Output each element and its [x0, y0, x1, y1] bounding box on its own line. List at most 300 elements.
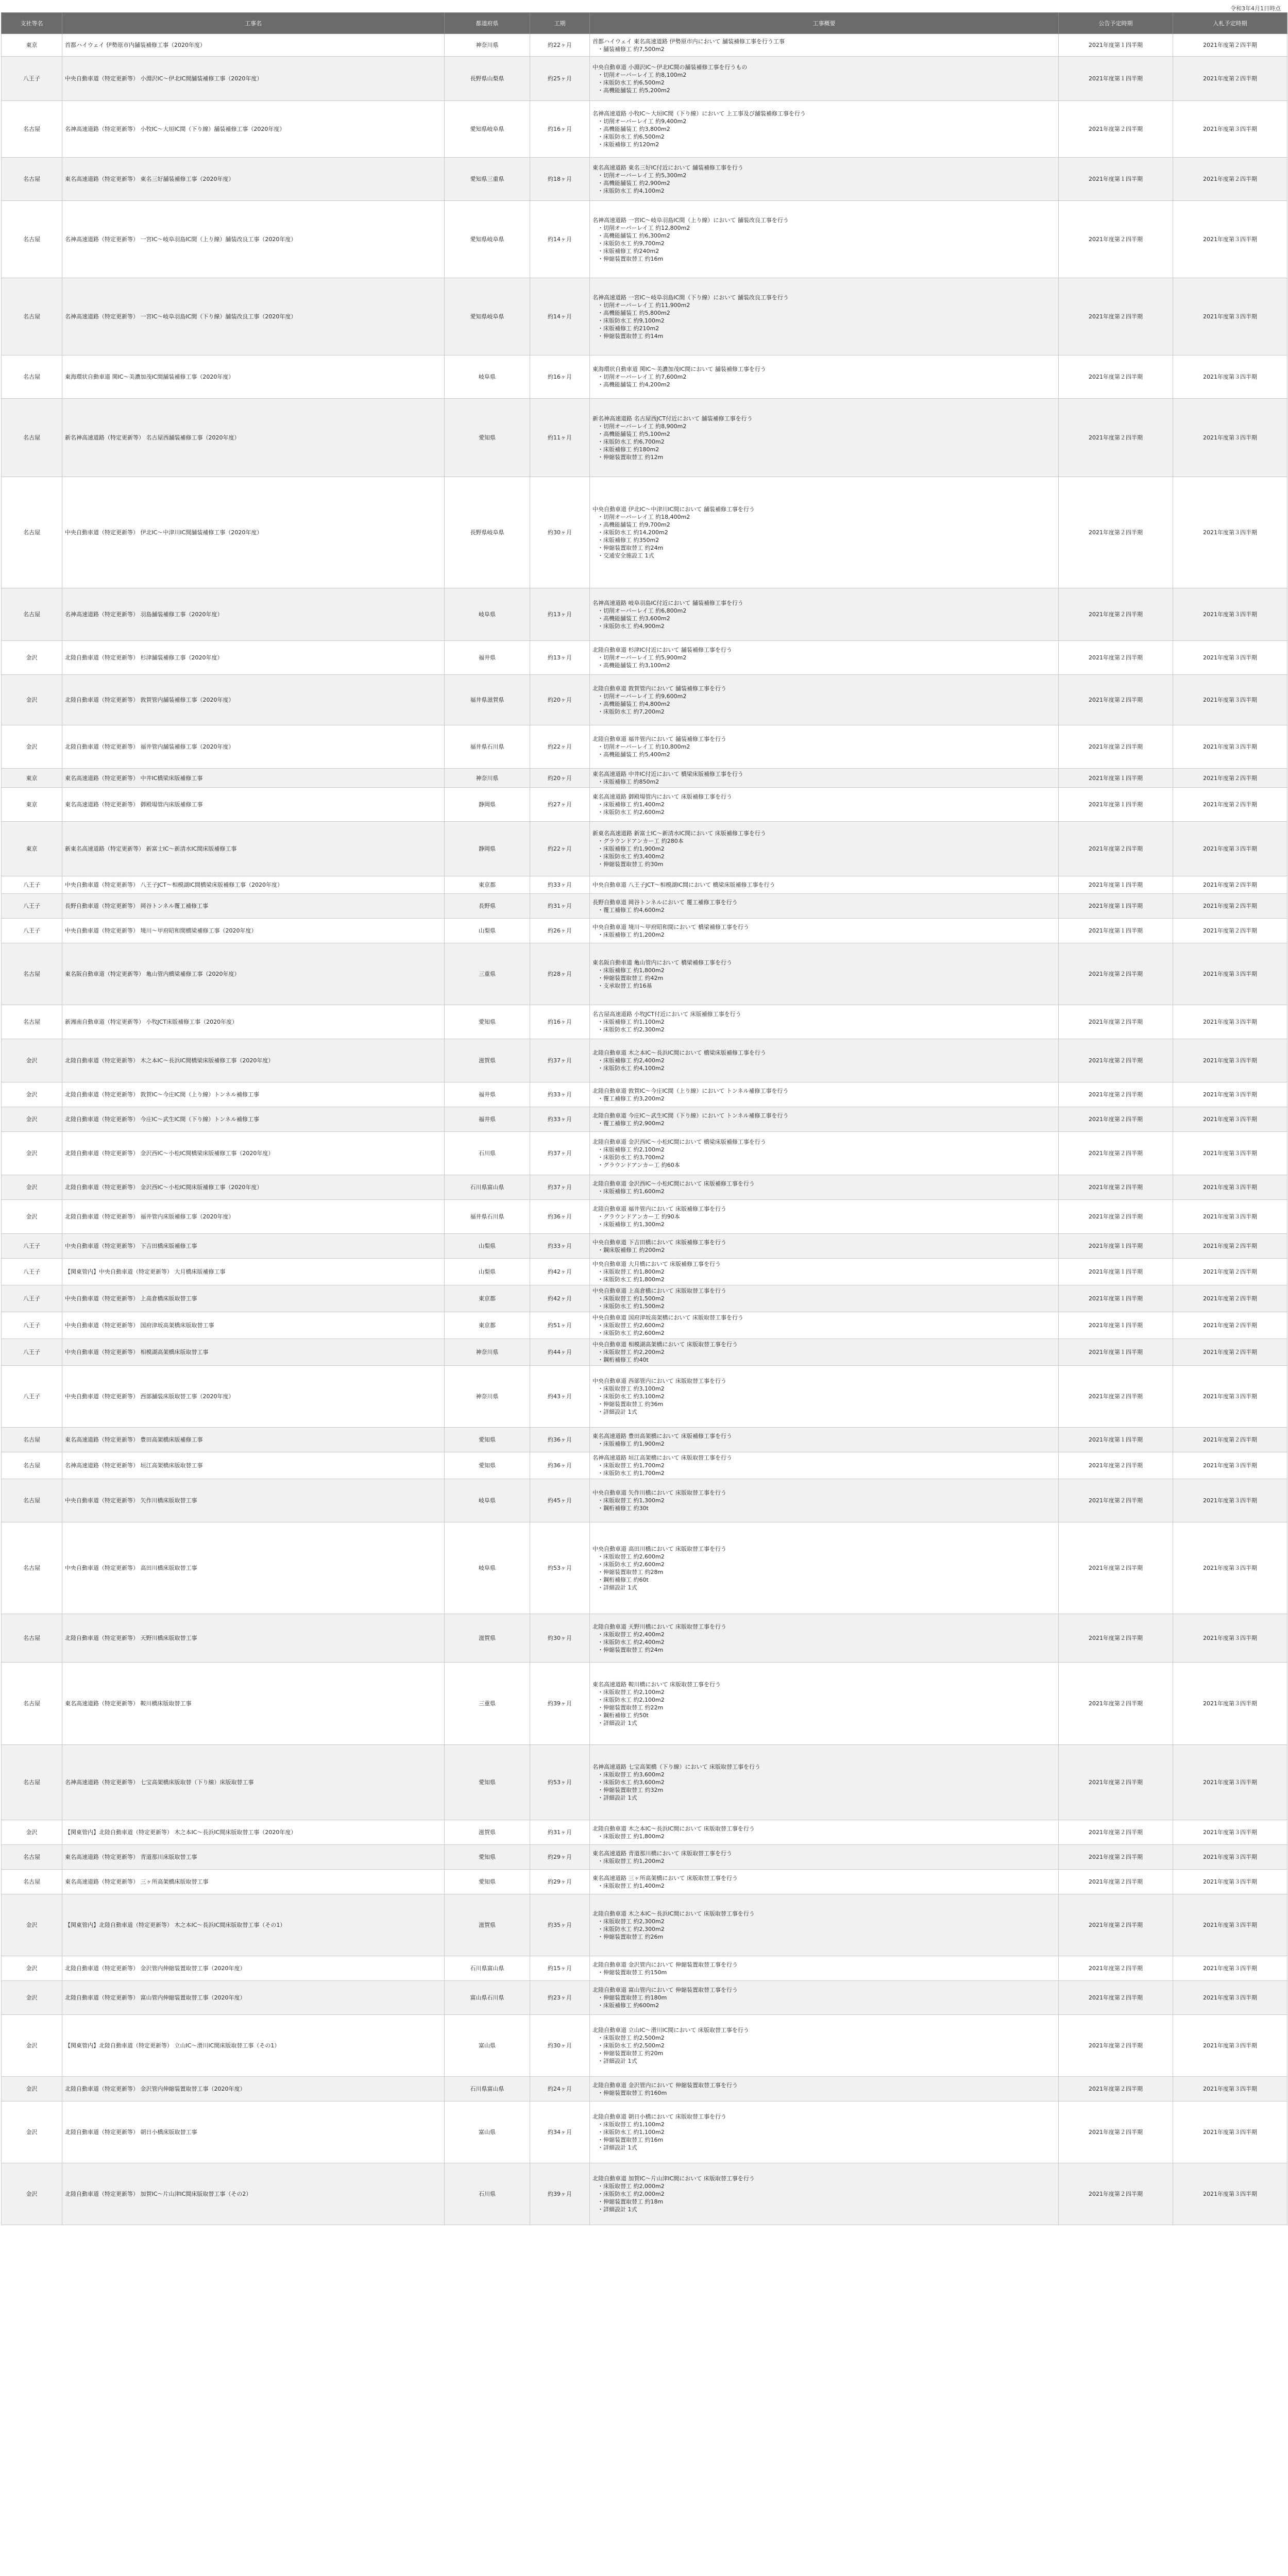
cell-summary [590, 1366, 1059, 1428]
cell-bid: 2021年度第２四半期 [1173, 1285, 1287, 1312]
cell-pref: 石川県富山県 [445, 1956, 530, 1981]
cell-summary [590, 1234, 1059, 1259]
cell-branch: 名古屋 [2, 355, 62, 399]
cell-summary [590, 101, 1059, 158]
cell-pref: 滋賀県 [445, 1894, 530, 1956]
cell-branch: 八王子 [2, 1234, 62, 1259]
summary-line: ・床版補修工 約180m2 [598, 446, 659, 453]
summary-line: ・覆工補修工 約3,200m2 [598, 1095, 665, 1102]
summary-line: ・床版補修工 約1,200m2 [598, 931, 665, 938]
summary-line: ・床版防水工 約2,300m2 [598, 1925, 665, 1933]
cell-branch: 名古屋 [2, 1428, 62, 1452]
cell-bid: 2021年度第３四半期 [1173, 588, 1287, 641]
cell-announce: 2021年度第１四半期 [1059, 876, 1173, 894]
cell-duration: 約13ヶ月 [530, 588, 590, 641]
cell-announce: 2021年度第２四半期 [1059, 1200, 1173, 1234]
cell-summary [590, 1259, 1059, 1285]
cell-bid: 2021年度第３四半期 [1173, 355, 1287, 399]
cell-summary [590, 1175, 1059, 1200]
summary-line: ・グラウンドアンカー工 約280本 [598, 838, 684, 844]
summary-line: ・鋼桁補修工 約30t [598, 1505, 649, 1512]
summary-line: ・床版取替工 約2,300m2 [598, 1918, 665, 1925]
summary-line: ・床版防水工 約6,700m2 [598, 438, 665, 445]
cell-summary [590, 876, 1059, 894]
cell-announce: 2021年度第２四半期 [1059, 477, 1173, 588]
cell-bid: 2021年度第２四半期 [1173, 158, 1287, 201]
cell-branch: 東京 [2, 769, 62, 788]
summary-line: 北陸自動車道 敦賀管内において 舗装補修工事を行う [592, 685, 726, 692]
cell-announce: 2021年度第２四半期 [1059, 355, 1173, 399]
table-row [2, 57, 1287, 101]
cell-branch: 名古屋 [2, 201, 62, 278]
summary-line: 首都ハイウェイ 東名高速道路 伊勢原市内において 舗装補修工事を行う工事 [592, 38, 785, 45]
cell-summary [590, 788, 1059, 822]
cell-announce: 2021年度第２四半期 [1059, 1870, 1173, 1894]
summary-line: ・伸縮装置取替工 約180m [598, 1994, 667, 2001]
cell-branch: 金沢 [2, 2077, 62, 2102]
table-row [2, 2102, 1287, 2163]
summary-line: 北陸自動車道 天野川橋において 床版取替工事を行う [592, 1623, 726, 1630]
cell-pref: 滋賀県 [445, 1039, 530, 1082]
cell-pref: 愛知県 [445, 1428, 530, 1452]
cell-announce: 2021年度第２四半期 [1059, 1981, 1173, 2015]
cell-branch: 名古屋 [2, 1614, 62, 1663]
summary-line: ・床版補修工 約240m2 [598, 247, 659, 255]
cell-name: 北陸自動車道（特定更新等） 福井管内舗装補修工事（2020年度） [62, 725, 445, 769]
cell-duration: 約18ヶ月 [530, 158, 590, 201]
cell-pref: 山梨県 [445, 1234, 530, 1259]
table-row [2, 1039, 1287, 1082]
cell-bid: 2021年度第２四半期 [1173, 1259, 1287, 1285]
cell-name: 北陸自動車道（特定更新等） 金沢管内伸縮装置取替工事（2020年度） [62, 2077, 445, 2102]
header-announce: 公告予定時期 [1059, 13, 1173, 34]
summary-line: 北陸自動車道 金沢管内において 伸縮装置取替工事を行う [592, 1961, 738, 1968]
summary-line: 北陸自動車道 金沢西IC～小松IC間において 床版補修工事を行う [592, 1180, 755, 1187]
cell-bid: 2021年度第３四半期 [1173, 1981, 1287, 2015]
cell-summary [590, 355, 1059, 399]
cell-bid: 2021年度第３四半期 [1173, 1082, 1287, 1107]
summary-line: ・切削オーバーレイ工 約11,900m2 [598, 301, 690, 309]
summary-line: ・床版防水工 約14,200m2 [598, 529, 668, 536]
cell-announce: 2021年度第２四半期 [1059, 1522, 1173, 1614]
table-row [2, 822, 1287, 876]
cell-name: 中央自動車道（特定更新等） 八王子JCT～相模湖IC間橋梁床版補修工事（2020年度） [62, 876, 445, 894]
cell-summary [590, 822, 1059, 876]
summary-line: ・床版補修工 約1,300m2 [598, 1221, 665, 1228]
cell-announce: 2021年度第１四半期 [1059, 1234, 1173, 1259]
cell-name: 北陸自動車道（特定更新等） 加賀IC～片山津IC間床版取替工事（その2） [62, 2163, 445, 2225]
table-row [2, 34, 1287, 57]
cell-announce: 2021年度第１四半期 [1059, 158, 1173, 201]
summary-line: ・床版補修工 約850m2 [598, 778, 659, 785]
cell-name: 東名高速道路（特定更新等） 三ヶ所高架橋床版取替工事 [62, 1870, 445, 1894]
summary-line: ・伸縮装置取替工 約16m [598, 255, 664, 262]
cell-duration: 約31ヶ月 [530, 894, 590, 919]
summary-line: ・伸縮装置取替工 約20m [598, 2050, 664, 2057]
cell-name: 【関東管内】北陸自動車道（特定更新等） 立山IC～滑川IC間床版取替工事（その1） [62, 2015, 445, 2077]
cell-duration: 約34ヶ月 [530, 2102, 590, 2163]
summary-line: ・床版取替工 約1,500m2 [598, 1295, 665, 1302]
table-row [2, 201, 1287, 278]
cell-pref: 神奈川県 [445, 34, 530, 57]
cell-name: 名神高速道路（特定更新等） 羽島舗装補修工事（2020年度） [62, 588, 445, 641]
summary-line: ・床版取替工 約3,600m2 [598, 1771, 665, 1778]
cell-pref: 神奈川県 [445, 769, 530, 788]
summary-line: ・床版防水工 約6,500m2 [598, 133, 665, 140]
summary-line: ・床版取替工 約2,400m2 [598, 1631, 665, 1638]
cell-announce: 2021年度第１四半期 [1059, 34, 1173, 57]
summary-line: 北陸自動車道 木之本IC～長浜IC間において 床版取替工事を行う [592, 1910, 755, 1917]
summary-line: ・切削オーバーレイ工 約8,100m2 [598, 71, 687, 78]
cell-announce: 2021年度第２四半期 [1059, 1663, 1173, 1745]
cell-summary [590, 1428, 1059, 1452]
cell-duration: 約13ヶ月 [530, 641, 590, 675]
summary-line: ・床版取替工 約1,700m2 [598, 1462, 665, 1469]
cell-pref: 石川県富山県 [445, 2077, 530, 2102]
cell-summary [590, 2102, 1059, 2163]
table-row [2, 641, 1287, 675]
header-bid: 入札予定時期 [1173, 13, 1287, 34]
summary-line: ・床版補修工 約1,900m2 [598, 845, 665, 852]
cell-summary [590, 1745, 1059, 1820]
cell-duration: 約30ヶ月 [530, 2015, 590, 2077]
summary-line: ・床版防水工 約1,100m2 [598, 2129, 665, 2136]
cell-duration: 約27ヶ月 [530, 788, 590, 822]
cell-name: 新名神高速道路（特定更新等） 名古屋西舗装補修工事（2020年度） [62, 399, 445, 477]
summary-line: 中央自動車道 高田川橋において 床版取替工事を行う [592, 1545, 726, 1552]
table-row [2, 894, 1287, 919]
summary-line: ・切削オーバーレイ工 約5,300m2 [598, 172, 687, 179]
cell-pref: 福井県 [445, 1082, 530, 1107]
cell-pref: 福井県石川県 [445, 1200, 530, 1234]
cell-bid: 2021年度第３四半期 [1173, 1479, 1287, 1522]
summary-line: ・床版取替工 約1,800m2 [598, 1268, 665, 1275]
cell-announce: 2021年度第１四半期 [1059, 769, 1173, 788]
cell-pref: 富山県 [445, 2015, 530, 2077]
table-row [2, 1132, 1287, 1175]
cell-announce: 2021年度第１四半期 [1059, 1428, 1173, 1452]
summary-line: ・舗装補修工 約7,500m2 [598, 45, 665, 53]
cell-duration: 約14ヶ月 [530, 201, 590, 278]
summary-line: ・伸縮装置取替工 約36m [598, 1401, 664, 1408]
summary-line: ・床版取替工 約1,100m2 [598, 2121, 665, 2128]
cell-announce: 2021年度第２四半期 [1059, 1745, 1173, 1820]
summary-line: ・伸縮装置取替工 約28m [598, 1568, 664, 1575]
summary-line: ・床版防水工 約1,700m2 [598, 1470, 665, 1477]
cell-branch: 金沢 [2, 1039, 62, 1082]
summary-line: ・床版防水工 約1,800m2 [598, 1276, 665, 1283]
cell-duration: 約28ヶ月 [530, 943, 590, 1005]
summary-line: 北陸自動車道 立山IC～滑川IC間において 床版取替工事を行う [592, 2027, 749, 2033]
summary-line: 名神高速道路 小牧IC～大垣IC間（下り線）において 上工事及び舗装補修工事を行う [592, 110, 806, 117]
summary-line: ・詳細設計 1式 [598, 1794, 637, 1801]
table-row [2, 1259, 1287, 1285]
summary-line: ・伸縮装置取替工 約12m [598, 453, 664, 461]
summary-line: 北陸自動車道 金沢管内において 伸縮装置取替工事を行う [592, 2081, 738, 2089]
summary-line: ・床版補修工 約2,400m2 [598, 1057, 665, 1064]
cell-summary [590, 1285, 1059, 1312]
summary-line: ・覆工補修工 約4,600m2 [598, 906, 665, 913]
cell-announce: 2021年度第２四半期 [1059, 588, 1173, 641]
cell-branch: 金沢 [2, 1175, 62, 1200]
cell-duration: 約42ヶ月 [530, 1259, 590, 1285]
cell-duration: 約16ヶ月 [530, 355, 590, 399]
cell-summary [590, 894, 1059, 919]
summary-line: ・床版補修工 約600m2 [598, 2002, 659, 2009]
summary-line: ・高機能舗装工 約9,700m2 [598, 521, 670, 528]
cell-summary [590, 1894, 1059, 1956]
cell-pref: 三重県 [445, 1663, 530, 1745]
cell-pref: 福井県 [445, 1107, 530, 1132]
summary-line: ・床版防水工 約3,100m2 [598, 1393, 665, 1400]
cell-branch: 名古屋 [2, 477, 62, 588]
cell-name: 中央自動車道（特定更新等） 伊北IC～中津川IC間舗装補修工事（2020年度） [62, 477, 445, 588]
cell-summary [590, 1956, 1059, 1981]
cell-bid: 2021年度第３四半期 [1173, 1745, 1287, 1820]
cell-branch: 八王子 [2, 894, 62, 919]
cell-branch: 金沢 [2, 1082, 62, 1107]
summary-line: ・切削オーバーレイ工 約10,800m2 [598, 743, 690, 750]
cell-announce: 2021年度第２四半期 [1059, 1366, 1173, 1428]
summary-line: 中央自動車道 小淵沢IC～伊北IC間の舗装補修工事を行うもの [592, 63, 748, 71]
cell-summary [590, 1312, 1059, 1339]
cell-name: 【関東管内】北陸自動車道（特定更新等） 木之本IC～長浜IC間床版取替工事（2020年度） [62, 1820, 445, 1845]
summary-line: ・伸縮装置取替工 約32m [598, 1787, 664, 1793]
summary-line: ・鋼桁補修工 約50t [598, 1711, 649, 1719]
summary-line: ・床版補修工 約350m2 [598, 537, 659, 544]
cell-summary [590, 919, 1059, 943]
summary-line: 中央自動車道 矢作川橋において 床版取替工事を行う [592, 1489, 726, 1496]
summary-line: 中央自動車道 下吉田橋において 床版補修工事を行う [592, 1239, 726, 1246]
summary-line: ・床版取替工 約2,600m2 [598, 1553, 665, 1560]
cell-summary [590, 2077, 1059, 2102]
table-row [2, 1894, 1287, 1956]
cell-branch: 名古屋 [2, 399, 62, 477]
cell-summary [590, 1522, 1059, 1614]
cell-name: 【関東管内】北陸自動車道（特定更新等） 木之本IC～長浜IC間床版取替工事（その1） [62, 1894, 445, 1956]
summary-line: 北陸自動車道 朝日小橋において 床版取替工事を行う [592, 2113, 726, 2120]
header-branch: 支社等名 [2, 13, 62, 34]
table-header-row [2, 13, 1287, 34]
summary-line: ・高機能舗装工 約4,800m2 [598, 700, 670, 707]
cell-name: 新東名高速道路（特定更新等） 新富士IC～新清水IC間床版補修工事 [62, 822, 445, 876]
summary-line: ・高機能舗装工 約2,900m2 [598, 179, 670, 187]
cell-name: 北陸自動車道（特定更新等） 天野川橋床版取替工事 [62, 1614, 445, 1663]
cell-announce: 2021年度第１四半期 [1059, 1285, 1173, 1312]
summary-line: ・交通安全施設工 1式 [598, 552, 654, 559]
cell-bid: 2021年度第３四半期 [1173, 477, 1287, 588]
summary-line: 東名高速道路 鞍川橋において 床版取替工事を行う [592, 1681, 721, 1688]
cell-announce: 2021年度第１四半期 [1059, 894, 1173, 919]
table-row [2, 278, 1287, 355]
header-name: 工事名 [62, 13, 445, 34]
summary-line: 東名高速道路 青道那川橋において 床版取替工事を行う [592, 1850, 732, 1857]
table-row [2, 1339, 1287, 1366]
cell-name: 北陸自動車道（特定更新等） 朝日小橋床版取替工事 [62, 2102, 445, 2163]
cell-summary [590, 1981, 1059, 2015]
cell-duration: 約22ヶ月 [530, 725, 590, 769]
cell-branch: 名古屋 [2, 1479, 62, 1522]
cell-duration: 約37ヶ月 [530, 1039, 590, 1082]
cell-bid: 2021年度第３四半期 [1173, 822, 1287, 876]
cell-name: 中央自動車道（特定更新等） 小淵沢IC～伊北IC間舗装補修工事（2020年度） [62, 57, 445, 101]
cell-name: 東海環状自動車道 関IC～美濃加茂IC間舗装補修工事（2020年度） [62, 355, 445, 399]
cell-duration: 約39ヶ月 [530, 2163, 590, 2225]
cell-duration: 約43ヶ月 [530, 1366, 590, 1428]
summary-line: 北陸自動車道 木之本IC～長浜IC間において 橋梁床版補修工事を行う [592, 1049, 766, 1056]
cell-bid: 2021年度第２四半期 [1173, 1234, 1287, 1259]
summary-line: ・高機能舗装工 約5,200m2 [598, 87, 670, 94]
summary-line: ・床版防水工 約3,700m2 [598, 1154, 665, 1161]
cell-duration: 約35ヶ月 [530, 1894, 590, 1956]
cell-branch: 金沢 [2, 1956, 62, 1981]
cell-bid: 2021年度第３四半期 [1173, 641, 1287, 675]
cell-name: 北陸自動車道（特定更新等） 福井管内床版補修工事（2020年度） [62, 1200, 445, 1234]
summary-line: 名神高速道路 一宮IC～岐阜羽島IC間（上り線）において 舗装改良工事を行う [592, 216, 789, 224]
table-row [2, 1234, 1287, 1259]
cell-branch: 金沢 [2, 1200, 62, 1234]
summary-line: ・床版防水工 約2,600m2 [598, 1561, 665, 1568]
summary-line: ・床版防水工 約6,500m2 [598, 79, 665, 86]
cell-pref: 愛知県 [445, 1005, 530, 1039]
cell-name: 東名高速道路（特定更新等） 中井IC橋梁床版補修工事 [62, 769, 445, 788]
cell-bid: 2021年度第３四半期 [1173, 2077, 1287, 2102]
cell-name: 北陸自動車道（特定更新等） 富山管内伸縮装置取替工事（2020年度） [62, 1981, 445, 2015]
cell-pref: 東京都 [445, 1285, 530, 1312]
cell-branch: 八王子 [2, 876, 62, 894]
cell-branch: 名古屋 [2, 943, 62, 1005]
table-row [2, 919, 1287, 943]
cell-name: 中央自動車道（特定更新等） 境川～甲府昭和間橋梁補修工事（2020年度） [62, 919, 445, 943]
cell-bid: 2021年度第３四半期 [1173, 725, 1287, 769]
cell-announce: 2021年度第２四半期 [1059, 399, 1173, 477]
cell-duration: 約36ヶ月 [530, 1200, 590, 1234]
cell-announce: 2021年度第２四半期 [1059, 943, 1173, 1005]
cell-bid: 2021年度第３四半期 [1173, 1039, 1287, 1082]
cell-branch: 八王子 [2, 919, 62, 943]
summary-line: 中央自動車道 上高倉橋において 床版取替工事を行う [592, 1287, 726, 1294]
cell-duration: 約26ヶ月 [530, 919, 590, 943]
summary-line: ・床版取替工 約2,100m2 [598, 1688, 665, 1696]
cell-pref: 愛知県 [445, 1870, 530, 1894]
summary-line: ・床版補修工 約120m2 [598, 141, 659, 148]
summary-line: ・詳細設計 1式 [598, 2058, 637, 2064]
cell-pref: 静岡県 [445, 822, 530, 876]
cell-duration: 約36ヶ月 [530, 1428, 590, 1452]
cell-summary [590, 2015, 1059, 2077]
cell-duration: 約20ヶ月 [530, 675, 590, 725]
table-row [2, 2015, 1287, 2077]
summary-line: ・床版補修工 約1,100m2 [598, 1019, 665, 1025]
summary-line: ・グラウンドアンカー工 約60本 [598, 1161, 680, 1168]
cell-summary [590, 1005, 1059, 1039]
cell-name: 名神高速道路（特定更新等） 一宮IC～岐阜羽島IC間（下り線）舗装改良工事（2020年度） [62, 278, 445, 355]
cell-branch: 金沢 [2, 2163, 62, 2225]
cell-announce: 2021年度第２四半期 [1059, 1082, 1173, 1107]
summary-line: ・切削オーバーレイ工 約18,400m2 [598, 514, 690, 520]
table-row [2, 1956, 1287, 1981]
cell-pref: 長野県山梨県 [445, 57, 530, 101]
summary-line: ・床版取替工 約3,100m2 [598, 1385, 665, 1392]
cell-pref: 岐阜県 [445, 355, 530, 399]
summary-line: 北陸自動車道 今庄IC～武生IC間（下り線）において トンネル補修工事を行う [592, 1112, 789, 1119]
summary-line: ・グラウンドアンカー工 約90本 [598, 1213, 680, 1220]
summary-line: ・床版取替工 約2,000m2 [598, 2183, 665, 2190]
summary-line: ・伸縮装置取替工 約14m [598, 332, 664, 340]
summary-line: 中央自動車道 境川～甲府昭和間において 橋梁補修工事を行う [592, 923, 749, 930]
cell-name: 北陸自動車道（特定更新等） 敦賀管内舗装補修工事（2020年度） [62, 675, 445, 725]
cell-summary [590, 278, 1059, 355]
summary-line: ・床版防水工 約2,100m2 [598, 1696, 665, 1703]
table-row [2, 477, 1287, 588]
cell-pref: 神奈川県 [445, 1339, 530, 1366]
summary-line: ・高機能舗装工 約5,100m2 [598, 430, 670, 437]
summary-line: ・床版防水工 約4,900m2 [598, 622, 665, 630]
cell-summary [590, 1663, 1059, 1745]
cell-pref: 滋賀県 [445, 1820, 530, 1845]
summary-line: ・伸縮装置取替工 約160m [598, 2089, 667, 2096]
cell-bid: 2021年度第３四半期 [1173, 2015, 1287, 2077]
cell-bid: 2021年度第２四半期 [1173, 919, 1287, 943]
summary-line: ・詳細設計 1式 [598, 1409, 637, 1415]
cell-pref: 三重県 [445, 943, 530, 1005]
summary-line: ・伸縮装置取替工 約24m [598, 1646, 664, 1653]
cell-announce: 2021年度第２四半期 [1059, 1956, 1173, 1981]
summary-line: 東名高速道路 豊田高架橋において 床版補修工事を行う [592, 1432, 732, 1439]
cell-pref: 東京都 [445, 876, 530, 894]
cell-name: 名神高速道路（特定更新等） 一宮IC～岐阜羽島IC間（上り線）舗装改良工事（2020年度） [62, 201, 445, 278]
summary-line: ・床版防水工 約9,100m2 [598, 317, 665, 324]
table-row [2, 876, 1287, 894]
summary-line: ・切削オーバーレイ工 約6,800m2 [598, 607, 687, 614]
summary-line: 中央自動車道 伊北IC～中津川IC間において 舗装補修工事を行う [592, 506, 755, 513]
summary-line: ・伸縮装置取替工 約150m [598, 1969, 667, 1976]
cell-summary [590, 943, 1059, 1005]
cell-pref: 福井県滋賀県 [445, 675, 530, 725]
summary-line: ・床版補修工 約1,800m2 [598, 967, 665, 974]
cell-bid: 2021年度第３四半期 [1173, 1894, 1287, 1956]
cell-announce: 2021年度第２四半期 [1059, 641, 1173, 675]
cell-branch: 八王子 [2, 1366, 62, 1428]
summary-line: ・伸縮装置取替工 約24m [598, 545, 664, 551]
cell-duration: 約30ヶ月 [530, 1614, 590, 1663]
summary-line: 東名高速道路 三ヶ所高架橋において 床版取替工事を行う [592, 1874, 738, 1882]
cell-name: 北陸自動車道（特定更新等） 金沢西IC～小松IC間床版補修工事（2020年度） [62, 1175, 445, 1200]
cell-summary [590, 1870, 1059, 1894]
cell-bid: 2021年度第２四半期 [1173, 769, 1287, 788]
summary-line: ・床版補修工 約1,600m2 [598, 1188, 665, 1195]
cell-duration: 約23ヶ月 [530, 1981, 590, 2015]
table-row [2, 1082, 1287, 1107]
cell-branch: 金沢 [2, 1820, 62, 1845]
cell-bid: 2021年度第２四半期 [1173, 1428, 1287, 1452]
cell-duration: 約33ヶ月 [530, 1082, 590, 1107]
header-pref: 都道府県 [445, 13, 530, 34]
summary-line: ・詳細設計 1式 [598, 2206, 637, 2213]
summary-line: 名神高速道路 岐阜羽島IC付近において 舗装補修工事を行う [592, 599, 743, 606]
cell-name: 中央自動車道（特定更新等） 国府津坂高架橋床版取替工事 [62, 1312, 445, 1339]
cell-summary [590, 1452, 1059, 1479]
summary-line: ・床版防水工 約4,100m2 [598, 187, 665, 194]
cell-announce: 2021年度第２四半期 [1059, 278, 1173, 355]
cell-duration: 約25ヶ月 [530, 57, 590, 101]
cell-branch: 名古屋 [2, 158, 62, 201]
cell-pref: 岐阜県 [445, 1522, 530, 1614]
cell-name: 東名高速道路（特定更新等） 鞍川橋床版取替工事 [62, 1663, 445, 1745]
table-row [2, 1981, 1287, 2015]
summary-line: ・鋼床版補修工 約200m2 [598, 1246, 665, 1253]
cell-summary [590, 1107, 1059, 1132]
